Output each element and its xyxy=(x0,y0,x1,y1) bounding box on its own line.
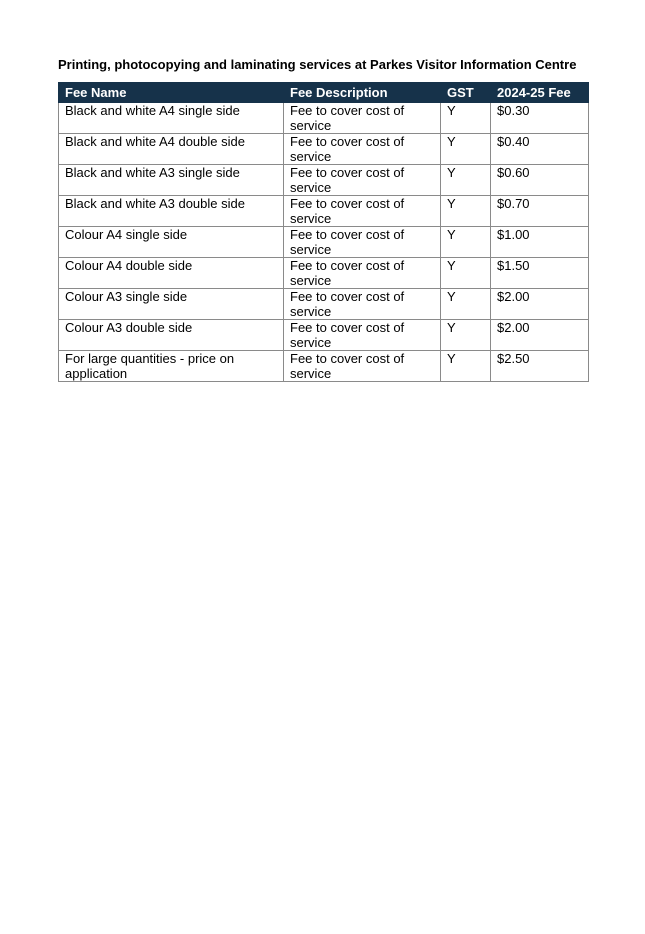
cell-fee: $0.70 xyxy=(491,196,589,227)
table-row xyxy=(59,320,589,351)
table-row xyxy=(59,103,589,134)
table-row xyxy=(59,351,589,382)
cell-gst: Y xyxy=(441,227,491,258)
cell-gst: Y xyxy=(441,165,491,196)
cell-fee-description: Fee to cover cost of service xyxy=(284,134,441,165)
cell-fee: $0.40 xyxy=(491,134,589,165)
fee-table xyxy=(58,82,589,382)
cell-gst: Y xyxy=(441,134,491,165)
cell-fee-name: Colour A4 single side xyxy=(59,227,284,258)
cell-gst: Y xyxy=(441,258,491,289)
cell-fee-name: Black and white A3 single side xyxy=(59,165,284,196)
cell-fee-name: Colour A3 double side xyxy=(59,320,284,351)
cell-fee-name: Colour A4 double side xyxy=(59,258,284,289)
cell-fee: $1.00 xyxy=(491,227,589,258)
page-title: Printing, photocopying and laminating services at Parkes Visitor Information Centre xyxy=(58,57,577,72)
cell-fee-name: Black and white A4 single side xyxy=(59,103,284,134)
cell-gst: Y xyxy=(441,351,491,382)
cell-fee: $0.60 xyxy=(491,165,589,196)
cell-fee-name: For large quantities - price on application xyxy=(59,351,284,382)
cell-fee: $2.00 xyxy=(491,289,589,320)
cell-fee: $2.50 xyxy=(491,351,589,382)
cell-fee-description: Fee to cover cost of service xyxy=(284,165,441,196)
cell-fee: $2.00 xyxy=(491,320,589,351)
cell-fee-description: Fee to cover cost of service xyxy=(284,320,441,351)
cell-fee-description: Fee to cover cost of service xyxy=(284,289,441,320)
cell-fee-description: Fee to cover cost of service xyxy=(284,258,441,289)
cell-fee-description: Fee to cover cost of service xyxy=(284,196,441,227)
table-header-row xyxy=(59,83,589,103)
header-fee: 2024-25 Fee xyxy=(491,83,589,103)
cell-fee-name: Colour A3 single side xyxy=(59,289,284,320)
table-row xyxy=(59,165,589,196)
cell-fee-description: Fee to cover cost of service xyxy=(284,351,441,382)
table-row xyxy=(59,289,589,320)
cell-gst: Y xyxy=(441,103,491,134)
cell-fee-description: Fee to cover cost of service xyxy=(284,227,441,258)
cell-fee-description: Fee to cover cost of service xyxy=(284,103,441,134)
cell-gst: Y xyxy=(441,320,491,351)
cell-fee: $0.30 xyxy=(491,103,589,134)
cell-gst: Y xyxy=(441,196,491,227)
cell-fee-name: Black and white A3 double side xyxy=(59,196,284,227)
header-fee-name: Fee Name xyxy=(59,83,284,103)
table-row xyxy=(59,134,589,165)
header-gst: GST xyxy=(441,83,491,103)
header-fee-description: Fee Description xyxy=(284,83,441,103)
cell-fee: $1.50 xyxy=(491,258,589,289)
table-row xyxy=(59,227,589,258)
cell-fee-name: Black and white A4 double side xyxy=(59,134,284,165)
table-row xyxy=(59,258,589,289)
table-row xyxy=(59,196,589,227)
cell-gst: Y xyxy=(441,289,491,320)
